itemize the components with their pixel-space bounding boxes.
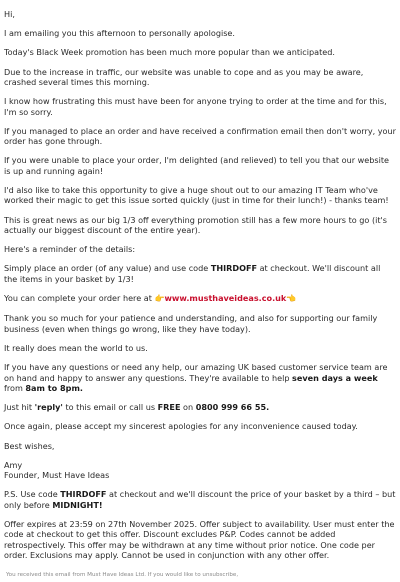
unable-paragraph: If you were unable to place your order, I'm delighted (and relieved) to tell you that our website is up and running again! [4,155,389,176]
email-footer: You received this email from Must Have Ideas Ltd. If you would like to unsubscribe, [6,572,239,578]
apologies-paragraph: Once again, please accept my sincerest apologies for any inconvenience caused today. [4,421,358,432]
intro-paragraph: I am emailing you this afternoon to personally apologise. [4,28,235,39]
pointing-right-icon: 👉 [154,294,165,304]
reminder-paragraph: Here's a reminder of the details: [4,244,136,255]
means-paragraph: It really does mean the world to us. [4,342,148,353]
reply-free: FREE [157,402,181,413]
ps-midnight: MIDNIGHT! [52,499,103,510]
reply-text-1: Just hit [4,402,35,413]
email-body [4,0,396,569]
shoutout-paragraph: I'd also like to take this opportunity to give a huge shout out to our amazing IT Team who've worked their magic to get this issue sorted quickly (just in time for their lunch!) - thanks team! [4,185,389,206]
signoff: Best wishes, [4,440,55,451]
popular-paragraph: Today's Black Week promotion has been much more popular than we anticipated. [4,47,335,58]
complete-text: You can complete your order here at [4,293,155,304]
traffic-paragraph: Due to the increase in traffic, our website was unable to cope and as you may be aware, crashed several times this morning. [4,66,364,88]
reply-word: 'reply' [34,402,63,413]
thanks-paragraph: Thank you so much for your patience and understanding, and also for supporting our family business (even when things go wrong, like they have today). [4,313,378,334]
complete-paragraph [4,293,396,304]
ps-text-1: P.S. Use code [4,489,61,500]
website-link[interactable]: www.musthaveideas.co.uk [164,293,287,304]
help-hours: 8am to 8pm. [25,382,83,393]
greatnews-paragraph: This is great news as our big 1/3 off everything promotion still has a few more hours to go (it's actually our biggest discount of the entire year). [4,214,387,236]
frustrating-paragraph: I know how frustrating this must have been for anyone trying to order at the time and for this, I'm so sorry. [4,96,387,117]
managed-paragraph: If you managed to place an order and have received a confirmation email then don't worry, your order has gone through. [4,125,396,147]
help-from: from [4,382,26,393]
promo-code: THIRDOFF [210,263,258,274]
code-paragraph [4,263,396,284]
reply-paragraph [4,402,396,412]
signature-title: Founder, Must Have Ideas [4,470,110,481]
pointing-left-icon: 👈 [286,294,297,304]
code-text-1: Simply place an order (of any value) and use code [4,263,211,274]
ps-paragraph [4,489,396,510]
ps-text-2: at checkout and we'll discount the price of your basket by a third – but only before [4,489,396,510]
signature-name: Amy [4,459,23,470]
code-text-2: at checkout. We'll discount all the items in your basket by 1/3! [4,263,381,284]
help-days: seven days a week [292,372,378,383]
greeting: Hi, [4,9,15,19]
ps-code: THIRDOFF [60,489,107,500]
reply-on: on [180,402,196,413]
terms-paragraph: Offer expires at 23:59 on 27th November 2025. Offer subject to availability. User must enter the code at checkout to get this offer. Discount excludes P&P. Codes cannot be added retrospectively. This offer may be withdrawn at any time without prior notice. One code per order. Exclusions may apply. Cannot be used in conjunction with any other offer. [4,518,395,561]
reply-text-2: to this email or call us [62,402,158,413]
phone-number: 0800 999 66 55. [195,402,270,413]
help-paragraph [4,362,396,393]
help-text-1: If you have any questions or need any help, our amazing UK based customer service team are on hand and happy to answer any questions. They're available to help [4,362,388,383]
